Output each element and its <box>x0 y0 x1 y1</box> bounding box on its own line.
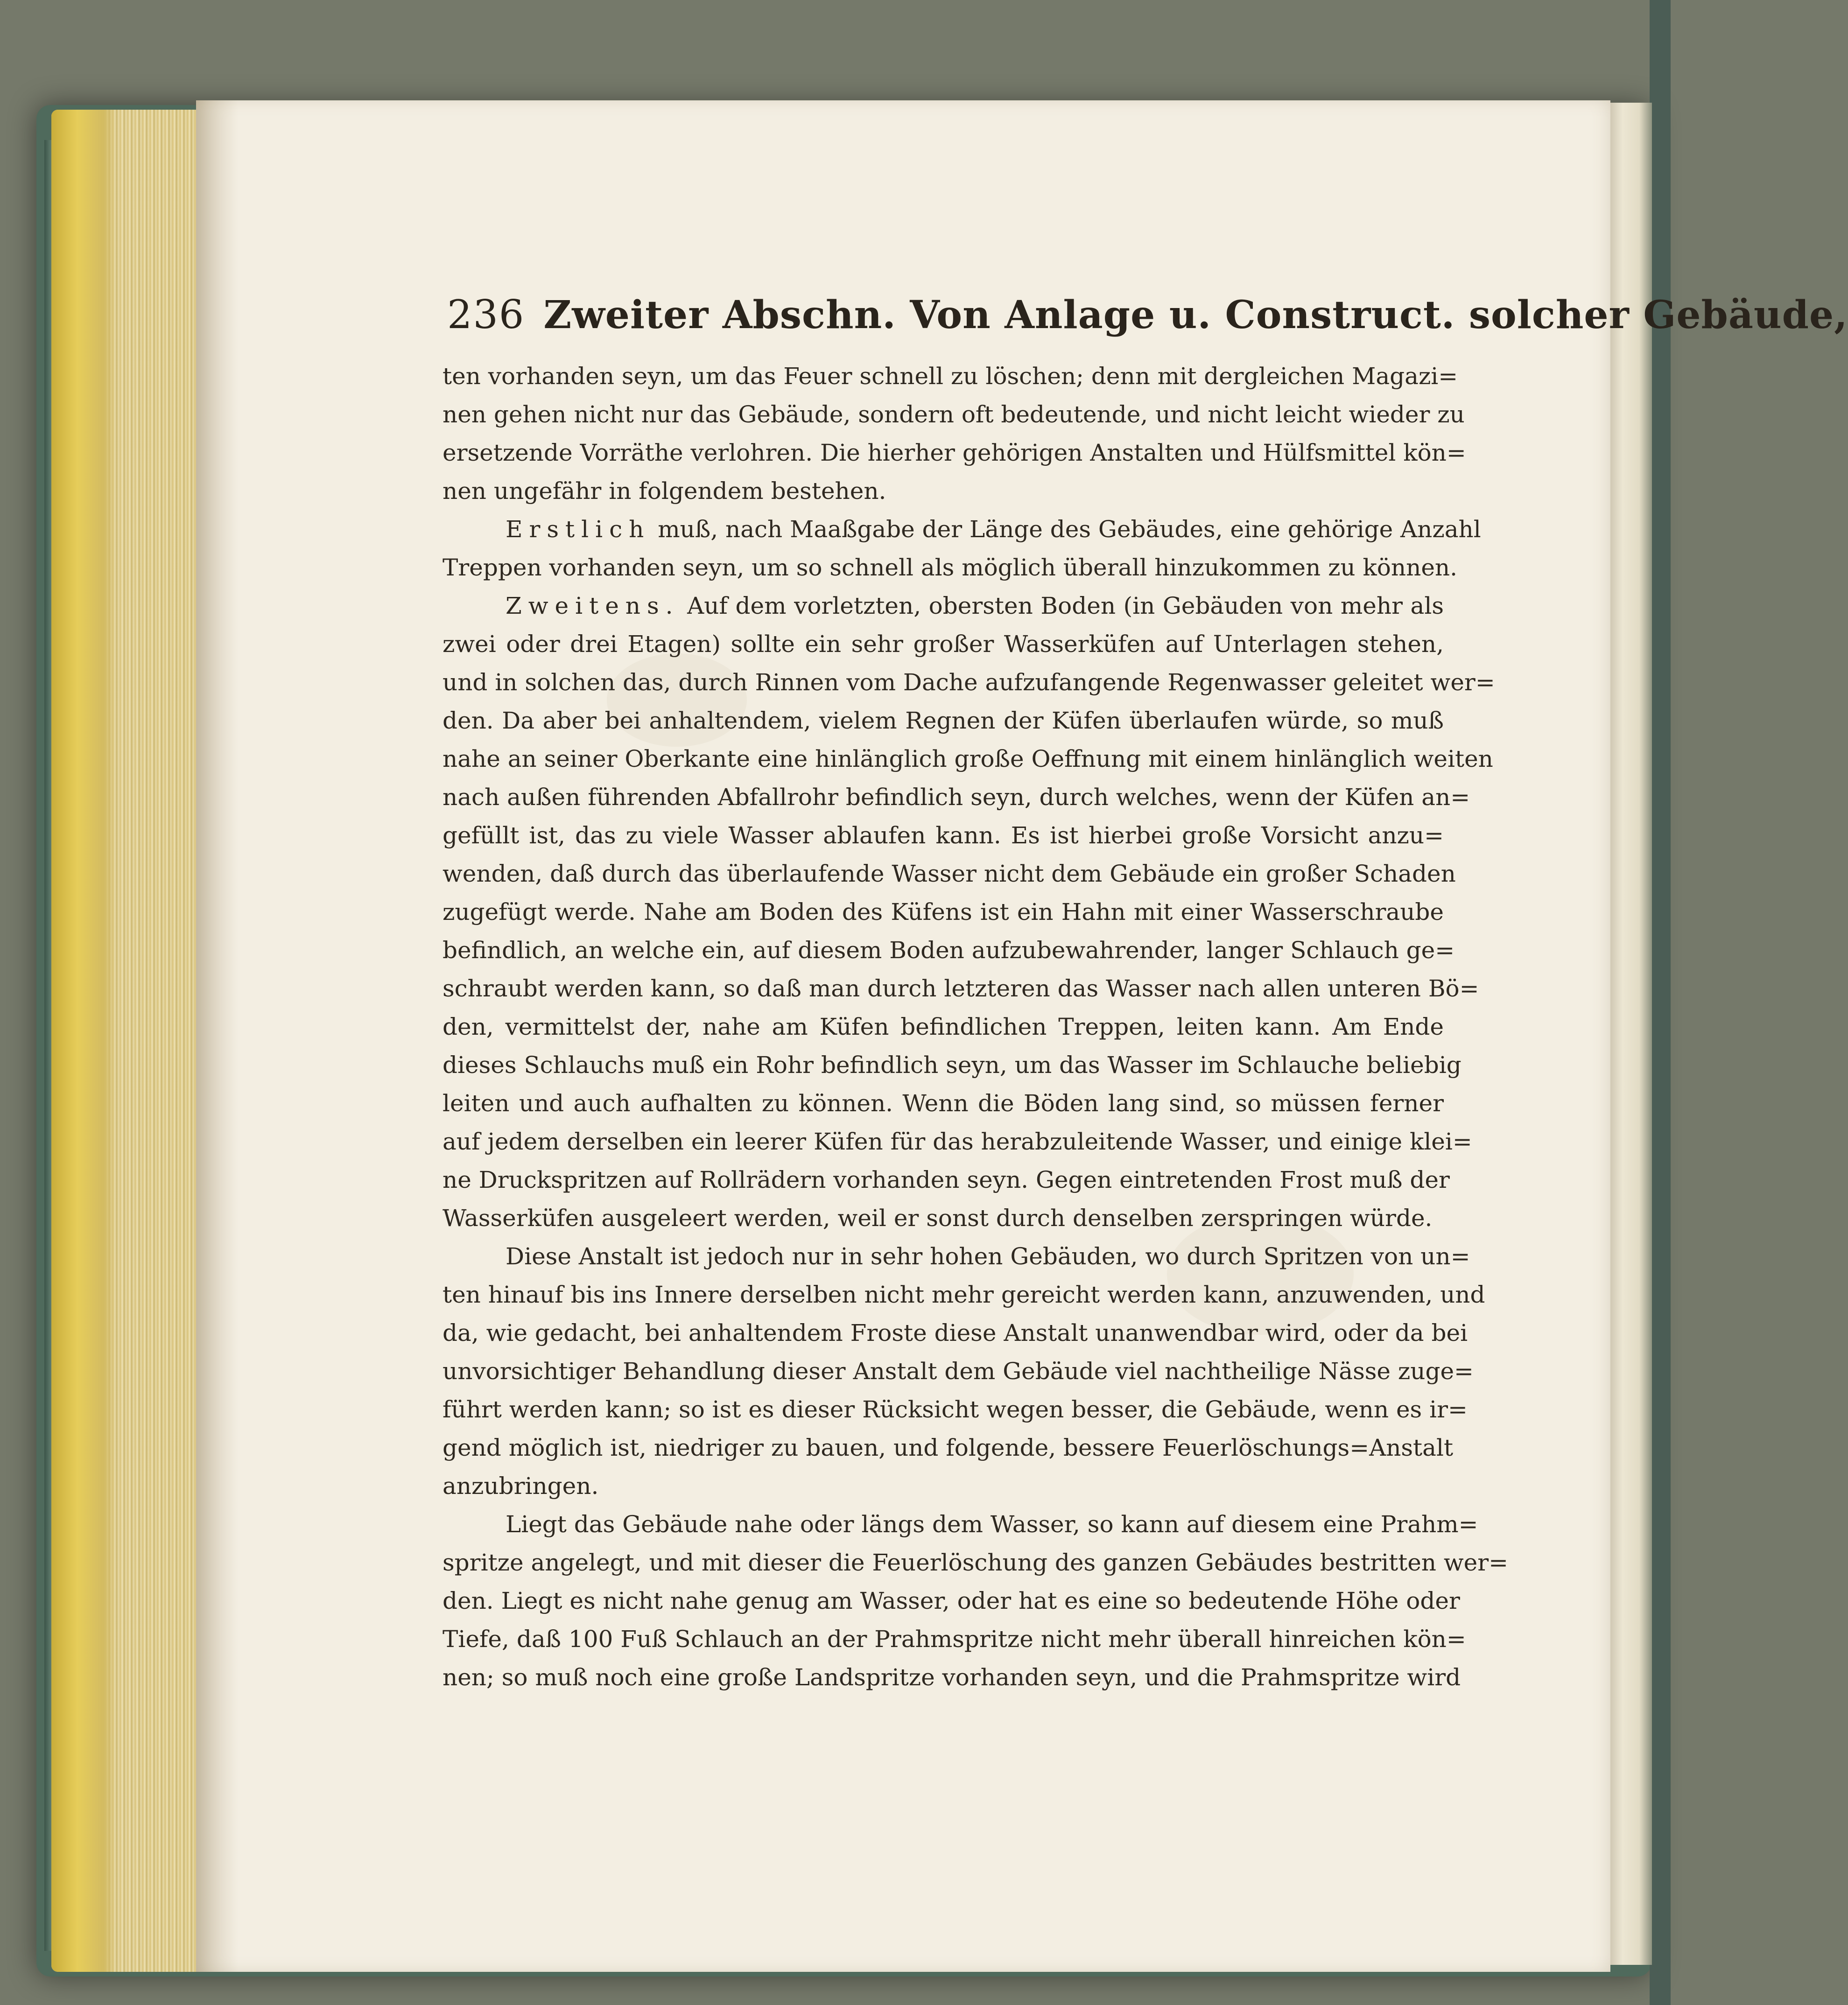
text-line: Diese Anstalt ist jedoch nur in sehr hohen Gebäuden, wo durch Spritzen von un= <box>506 1243 1470 1270</box>
text-line: ten vorhanden seyn, um das Feuer schnell zu löschen; denn mit dergleichen Magazi= <box>443 363 1458 390</box>
text-line: gefüllt ist, das zu viele Wasser ablaufen kann. Es ist hierbei große Vorsicht anzu= <box>443 822 1444 849</box>
text-line: schraubt werden kann, so daß man durch letzteren das Wasser nach allen unteren Bö= <box>443 975 1479 1002</box>
text-line: ersetzende Vorräthe verlohren. Die hierher gehörigen Anstalten und Hülfsmittel kön= <box>443 439 1466 466</box>
text-line: und in solchen das, durch Rinnen vom Dache aufzufangende Regenwasser geleitet wer= <box>443 669 1495 696</box>
text-span: Auf dem vorletzten, obersten Boden (in Gebäuden von mehr als <box>679 592 1444 619</box>
spaced-lead-word: Zweitens. <box>506 592 680 619</box>
text-line: nen ungefähr in folgendem bestehen. <box>443 477 886 505</box>
text-line: unvorsichtiger Behandlung dieser Anstalt dem Gebäude viel nachtheilige Nässe zuge= <box>443 1358 1474 1385</box>
text-line: nen gehen nicht nur das Gebäude, sondern oft bedeutende, und nicht leicht wieder zu <box>443 401 1465 428</box>
text-line: zwei oder drei Etagen) sollte ein sehr großer Wasserküfen auf Unterlagen stehen, <box>443 631 1444 658</box>
text-line: auf jedem derselben ein leerer Küfen für das herabzuleitende Wasser, und einige klei= <box>443 1128 1472 1155</box>
text-line: wenden, daß durch das überlaufende Wasser nicht dem Gebäude ein großer Schaden <box>443 860 1456 887</box>
text-line: da, wie gedacht, bei anhaltendem Froste diese Anstalt unanwendbar wird, oder da bei <box>443 1319 1468 1346</box>
text-line: ten hinauf bis ins Innere derselben nicht mehr gereicht werden kann, anzuwenden, und <box>443 1281 1485 1308</box>
text-line: führt werden kann; so ist es dieser Rücksicht wegen besser, die Gebäude, wenn es ir= <box>443 1396 1468 1423</box>
text-line: den, vermittelst der, nahe am Küfen befindlichen Treppen, leiten kann. Am Ende <box>443 1013 1444 1040</box>
text-line: nahe an seiner Oberkante eine hinlänglich große Oeffnung mit einem hinlänglich weiten <box>443 745 1493 772</box>
text-line: spritze angelegt, und mit dieser die Feuerlöschung des ganzen Gebäudes bestritten wer= <box>443 1549 1509 1576</box>
text-line: anzubringen. <box>443 1472 599 1500</box>
text-line: leiten und auch aufhalten zu können. Wenn die Böden lang sind, so müssen ferner <box>443 1090 1444 1117</box>
text-line: befindlich, an welche ein, auf diesem Boden aufzubewahrender, langer Schlauch ge= <box>443 937 1455 964</box>
running-head: Zweiter Abschn. Von Anlage u. Construct. solcher Gebäude, <box>543 293 1848 337</box>
text-line: Liegt das Gebäude nahe oder längs dem Wasser, so kann auf diesem eine Prahm= <box>506 1511 1478 1538</box>
text-line: Tiefe, daß 100 Fuß Schlauch an der Prahmspritze nicht mehr überall hinreichen kön= <box>443 1626 1466 1653</box>
text-line: zugefügt werde. Nahe am Boden des Küfens ist ein Hahn mit einer Wasserschraube <box>443 898 1444 925</box>
page-body <box>443 357 1509 1697</box>
text-line: Treppen vorhanden seyn, um so schnell als möglich überall hinzukommen zu können. <box>443 554 1457 581</box>
text-line: den. Liegt es nicht nahe genug am Wasser, oder hat es eine so bedeutende Höhe oder <box>443 1587 1460 1614</box>
text-line: nach außen führenden Abfallrohr befindlich seyn, durch welches, wenn der Küfen an= <box>443 784 1470 811</box>
text-line: den. Da aber bei anhaltendem, vielem Regnen der Küfen überlaufen würde, so muß <box>443 707 1444 734</box>
gutter-shadow <box>196 100 238 1972</box>
text-span: muß, nach Maaßgabe der Länge des Gebäudes, eine gehörige Anzahl <box>650 516 1481 543</box>
text-line <box>443 587 1444 625</box>
page-header <box>447 292 1848 343</box>
page-number: 236 <box>447 292 525 337</box>
text-line: dieses Schlauchs muß ein Rohr befindlich seyn, um das Wasser im Schlauche beliebig <box>443 1052 1462 1079</box>
page-block-edges <box>51 110 201 1972</box>
spaced-lead-word: Erstlich <box>506 516 651 543</box>
text-line: Wasserküfen ausgeleert werden, weil er sonst durch denselben zerspringen würde. <box>443 1205 1433 1232</box>
text-line: nen; so muß noch eine große Landspritze vorhanden seyn, und die Prahmspritze wird <box>443 1664 1461 1691</box>
text-line: ne Druckspritzen auf Rollrädern vorhanden seyn. Gegen eintretenden Frost muß der <box>443 1166 1450 1193</box>
facing-page-edge <box>1610 103 1652 1965</box>
text-line <box>443 510 1481 548</box>
text-line: gend möglich ist, niedriger zu bauen, und folgende, bessere Feuerlöschungs=Anstalt <box>443 1434 1454 1461</box>
